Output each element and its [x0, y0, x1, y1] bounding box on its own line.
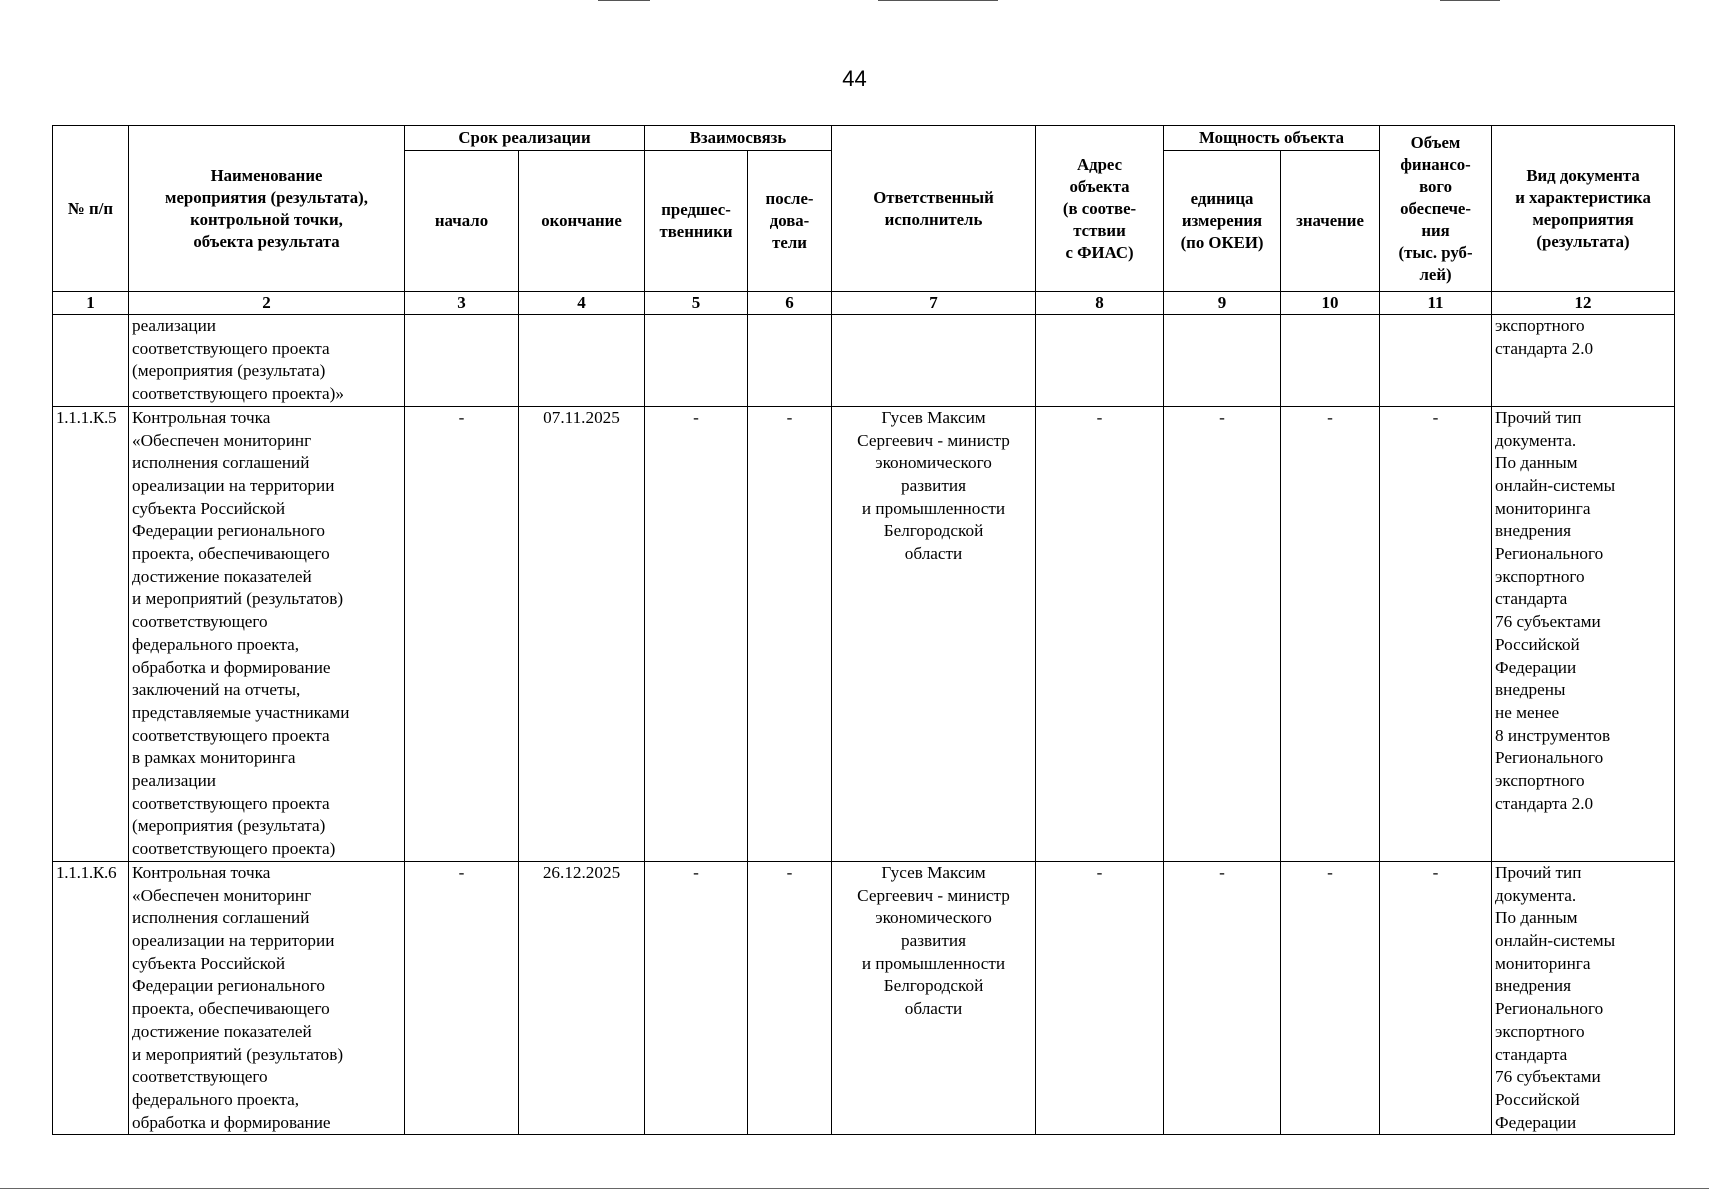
row-unit: -	[1164, 861, 1281, 1134]
column-number: 5	[645, 292, 748, 315]
row-doctype: Прочий тип документа. По данным онлайн-системы мониторинга внедрения Регионального экспортного стандарта 76 субъектами Российской Федерации внедрены не менее 8 инструментов Регионального экспортного стандарта 2.0	[1492, 406, 1675, 861]
row-responsible: Гусев Максим Сергеевич - министр экономического развития и промышленности Белгородской области	[832, 861, 1036, 1134]
row-end: 07.11.2025	[519, 406, 645, 861]
header-value: значение	[1281, 151, 1380, 292]
column-number: 10	[1281, 292, 1380, 315]
header-unit: единица измерения (по ОКЕИ)	[1164, 151, 1281, 292]
column-number: 4	[519, 292, 645, 315]
header-period: Срок реализации	[405, 126, 645, 151]
row-successors: -	[748, 406, 832, 861]
header-capacity: Мощность объекта	[1164, 126, 1380, 151]
column-number: 12	[1492, 292, 1675, 315]
row-predecessors: -	[645, 406, 748, 861]
header-doctype: Вид документа и характеристика мероприятия (результата)	[1492, 126, 1675, 292]
column-number: 6	[748, 292, 832, 315]
header-successors: после- дова- тели	[748, 151, 832, 292]
row-predecessors	[645, 315, 748, 407]
column-number: 2	[129, 292, 405, 315]
row-unit	[1164, 315, 1281, 407]
row-start: -	[405, 861, 519, 1134]
row-value: -	[1281, 406, 1380, 861]
row-value	[1281, 315, 1380, 407]
row-id: 1.1.1.К.5	[53, 406, 129, 861]
row-funding: -	[1380, 406, 1492, 861]
column-numbers-row	[53, 292, 1675, 315]
row-id: 1.1.1.К.6	[53, 861, 129, 1134]
scan-line-top-1	[598, 0, 650, 1]
column-number: 11	[1380, 292, 1492, 315]
row-address	[1036, 315, 1164, 407]
activities-table	[52, 125, 1675, 1135]
row-predecessors: -	[645, 861, 748, 1134]
header-end: окончание	[519, 151, 645, 292]
row-successors: -	[748, 861, 832, 1134]
table-body	[53, 315, 1675, 1135]
row-unit: -	[1164, 406, 1281, 861]
scan-line-bottom	[0, 1188, 1709, 1189]
row-value: -	[1281, 861, 1380, 1134]
column-number: 9	[1164, 292, 1281, 315]
row-address: -	[1036, 861, 1164, 1134]
row-start	[405, 315, 519, 407]
table-row	[53, 861, 1675, 1134]
row-doctype: Прочий тип документа. По данным онлайн-системы мониторинга внедрения Регионального экспортного стандарта 76 субъектами Российской Федерации	[1492, 861, 1675, 1134]
header-relation: Взаимосвязь	[645, 126, 832, 151]
row-successors	[748, 315, 832, 407]
header-address: Адрес объекта (в соотве- тствии с ФИАС)	[1036, 126, 1164, 292]
header-predecessors: предшес- твенники	[645, 151, 748, 292]
table-row	[53, 406, 1675, 861]
scan-line-top-2	[878, 0, 998, 1]
header-start: начало	[405, 151, 519, 292]
column-number: 7	[832, 292, 1036, 315]
row-address: -	[1036, 406, 1164, 861]
row-responsible: Гусев Максим Сергеевич - министр экономического развития и промышленности Белгородской области	[832, 406, 1036, 861]
column-number: 1	[53, 292, 129, 315]
row-doctype: экспортного стандарта 2.0	[1492, 315, 1675, 407]
page-number: 44	[842, 66, 867, 91]
row-name: Контрольная точка «Обеспечен мониторинг исполнения соглашений ореализации на территории субъекта Российской Федерации регионального проекта, обеспечивающего достижение показателей и мероприятий (результатов) соответствующего федерального проекта, обработка и формирование заключений на отчеты, представляемые участниками соответствующего проекта в рамках мониторинга реализации соответствующего проекта (мероприятия (результата) соответствующего проекта)	[129, 406, 405, 861]
column-number: 3	[405, 292, 519, 315]
column-number: 8	[1036, 292, 1164, 315]
table-row	[53, 315, 1675, 407]
header-name: Наименование мероприятия (результата), контрольной точки, объекта результата	[129, 126, 405, 292]
row-responsible	[832, 315, 1036, 407]
row-name: Контрольная точка «Обеспечен мониторинг исполнения соглашений ореализации на территории субъекта Российской Федерации регионального проекта, обеспечивающего достижение показателей и мероприятий (результатов) соответствующего федерального проекта, обработка и формирование	[129, 861, 405, 1134]
row-id	[53, 315, 129, 407]
scan-line-top-3	[1440, 0, 1500, 1]
row-funding	[1380, 315, 1492, 407]
header-responsible: Ответственный исполнитель	[832, 126, 1036, 292]
row-funding: -	[1380, 861, 1492, 1134]
row-start: -	[405, 406, 519, 861]
row-end	[519, 315, 645, 407]
row-end: 26.12.2025	[519, 861, 645, 1134]
row-name: реализации соответствующего проекта (мероприятия (результата) соответствующего проекта)»	[129, 315, 405, 407]
header-funding: Объем финансо- вого обеспече- ния (тыс. руб- лей)	[1380, 126, 1492, 292]
header-number: № п/п	[53, 126, 129, 292]
